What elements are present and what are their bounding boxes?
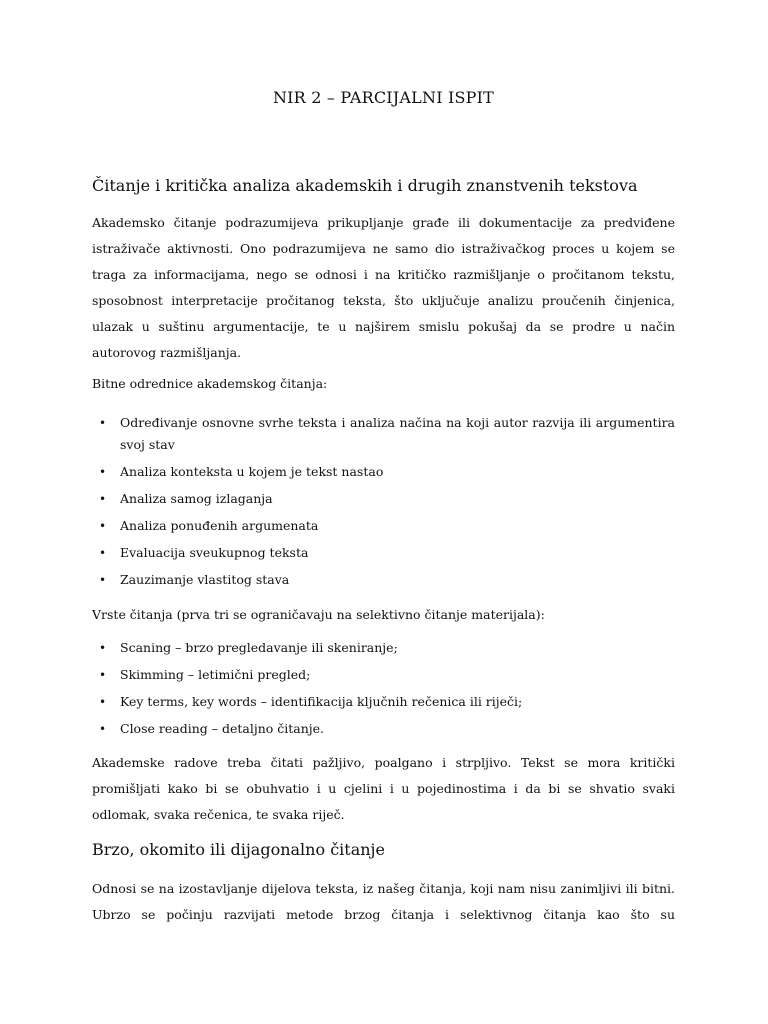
section-heading-fast-reading: Brzo, okomito ili dijagonalno čitanje — [92, 840, 385, 859]
list-item: • Analiza ponuđenih argumenata — [92, 515, 675, 537]
list-item: • Close reading – detaljno čitanje. — [92, 718, 675, 740]
bullet-icon: • — [99, 695, 107, 709]
list-item: • Evaluacija sveukupnog teksta — [92, 542, 675, 564]
bullet-icon: • — [99, 519, 107, 533]
reading-determinants-list — [92, 412, 675, 596]
reading-types-list — [92, 637, 675, 745]
list-item: • Analiza samog izlaganja — [92, 488, 675, 510]
reading-types-intro: Vrste čitanja (prva tri se ograničavaju na selektivno čitanje materijala): — [92, 607, 545, 622]
bullet-icon: • — [99, 492, 107, 506]
list-item: • Zauzimanje vlastitog stava — [92, 569, 675, 591]
bullet-icon: • — [99, 546, 107, 560]
bullet-icon: • — [99, 465, 107, 479]
list-item: • Key terms, key words – identifikacija ključnih rečenica ili riječi; — [92, 691, 675, 713]
section-heading-reading: Čitanje i kritička analiza akademskih i drugih znanstvenih tekstova — [92, 176, 638, 195]
bullet-icon: • — [99, 641, 107, 655]
bullet-icon: • — [99, 573, 107, 587]
list-item: • Analiza konteksta u kojem je tekst nastao — [92, 461, 675, 483]
list-item: • Određivanje osnovne svrhe teksta i analiza načina na koji autor razvija ili argumentira svoj stav — [92, 412, 675, 456]
list-intro: Bitne odrednice akademskog čitanja: — [92, 376, 328, 391]
closing-paragraph: Akademske radove treba čitati pažljivo, poalgano i strpljivo. Tekst se mora kritički promišljati kako bi se obuhvatio i u cjelini i u pojedinostima i da bi se shvatio svaki odlomak, svaka rečenica, te svaka riječ. — [92, 755, 675, 822]
bullet-icon: • — [99, 416, 107, 430]
fast-reading-paragraph: Odnosi se na izostavljanje dijelova teksta, iz našeg čitanja, koji nam nisu zanimljivi ili bitni. Ubrzo se počinju razvijati metode brzog čitanja i selektivnog čitanja kao što su — [92, 881, 675, 922]
document-title: NIR 2 – PARCIJALNI ISPIT — [272, 88, 495, 107]
list-item: • Skimming – letimični pregled; — [92, 664, 675, 686]
bullet-icon: • — [99, 668, 107, 682]
bullet-icon: • — [99, 722, 107, 736]
list-item: • Scaning – brzo pregledavanje ili skeniranje; — [92, 637, 675, 659]
intro-paragraph: Akademsko čitanje podrazumijeva prikupljanje građe ili dokumentacije za predviđene istraživače aktivnosti. Ono podrazumijeva ne samo dio istraživačkog proces u kojem se traga za informacijama, nego se odnosi i na kritičko razmišljanje o pročitanom tekstu, sposobnost interpretacije pročitanog teksta, što uključuje analizu proučenih činjenica, ulazak u suštinu argumentacije, te u najširem smislu pokušaj da se prodre u način autorovog razmišljanja. — [92, 215, 675, 360]
